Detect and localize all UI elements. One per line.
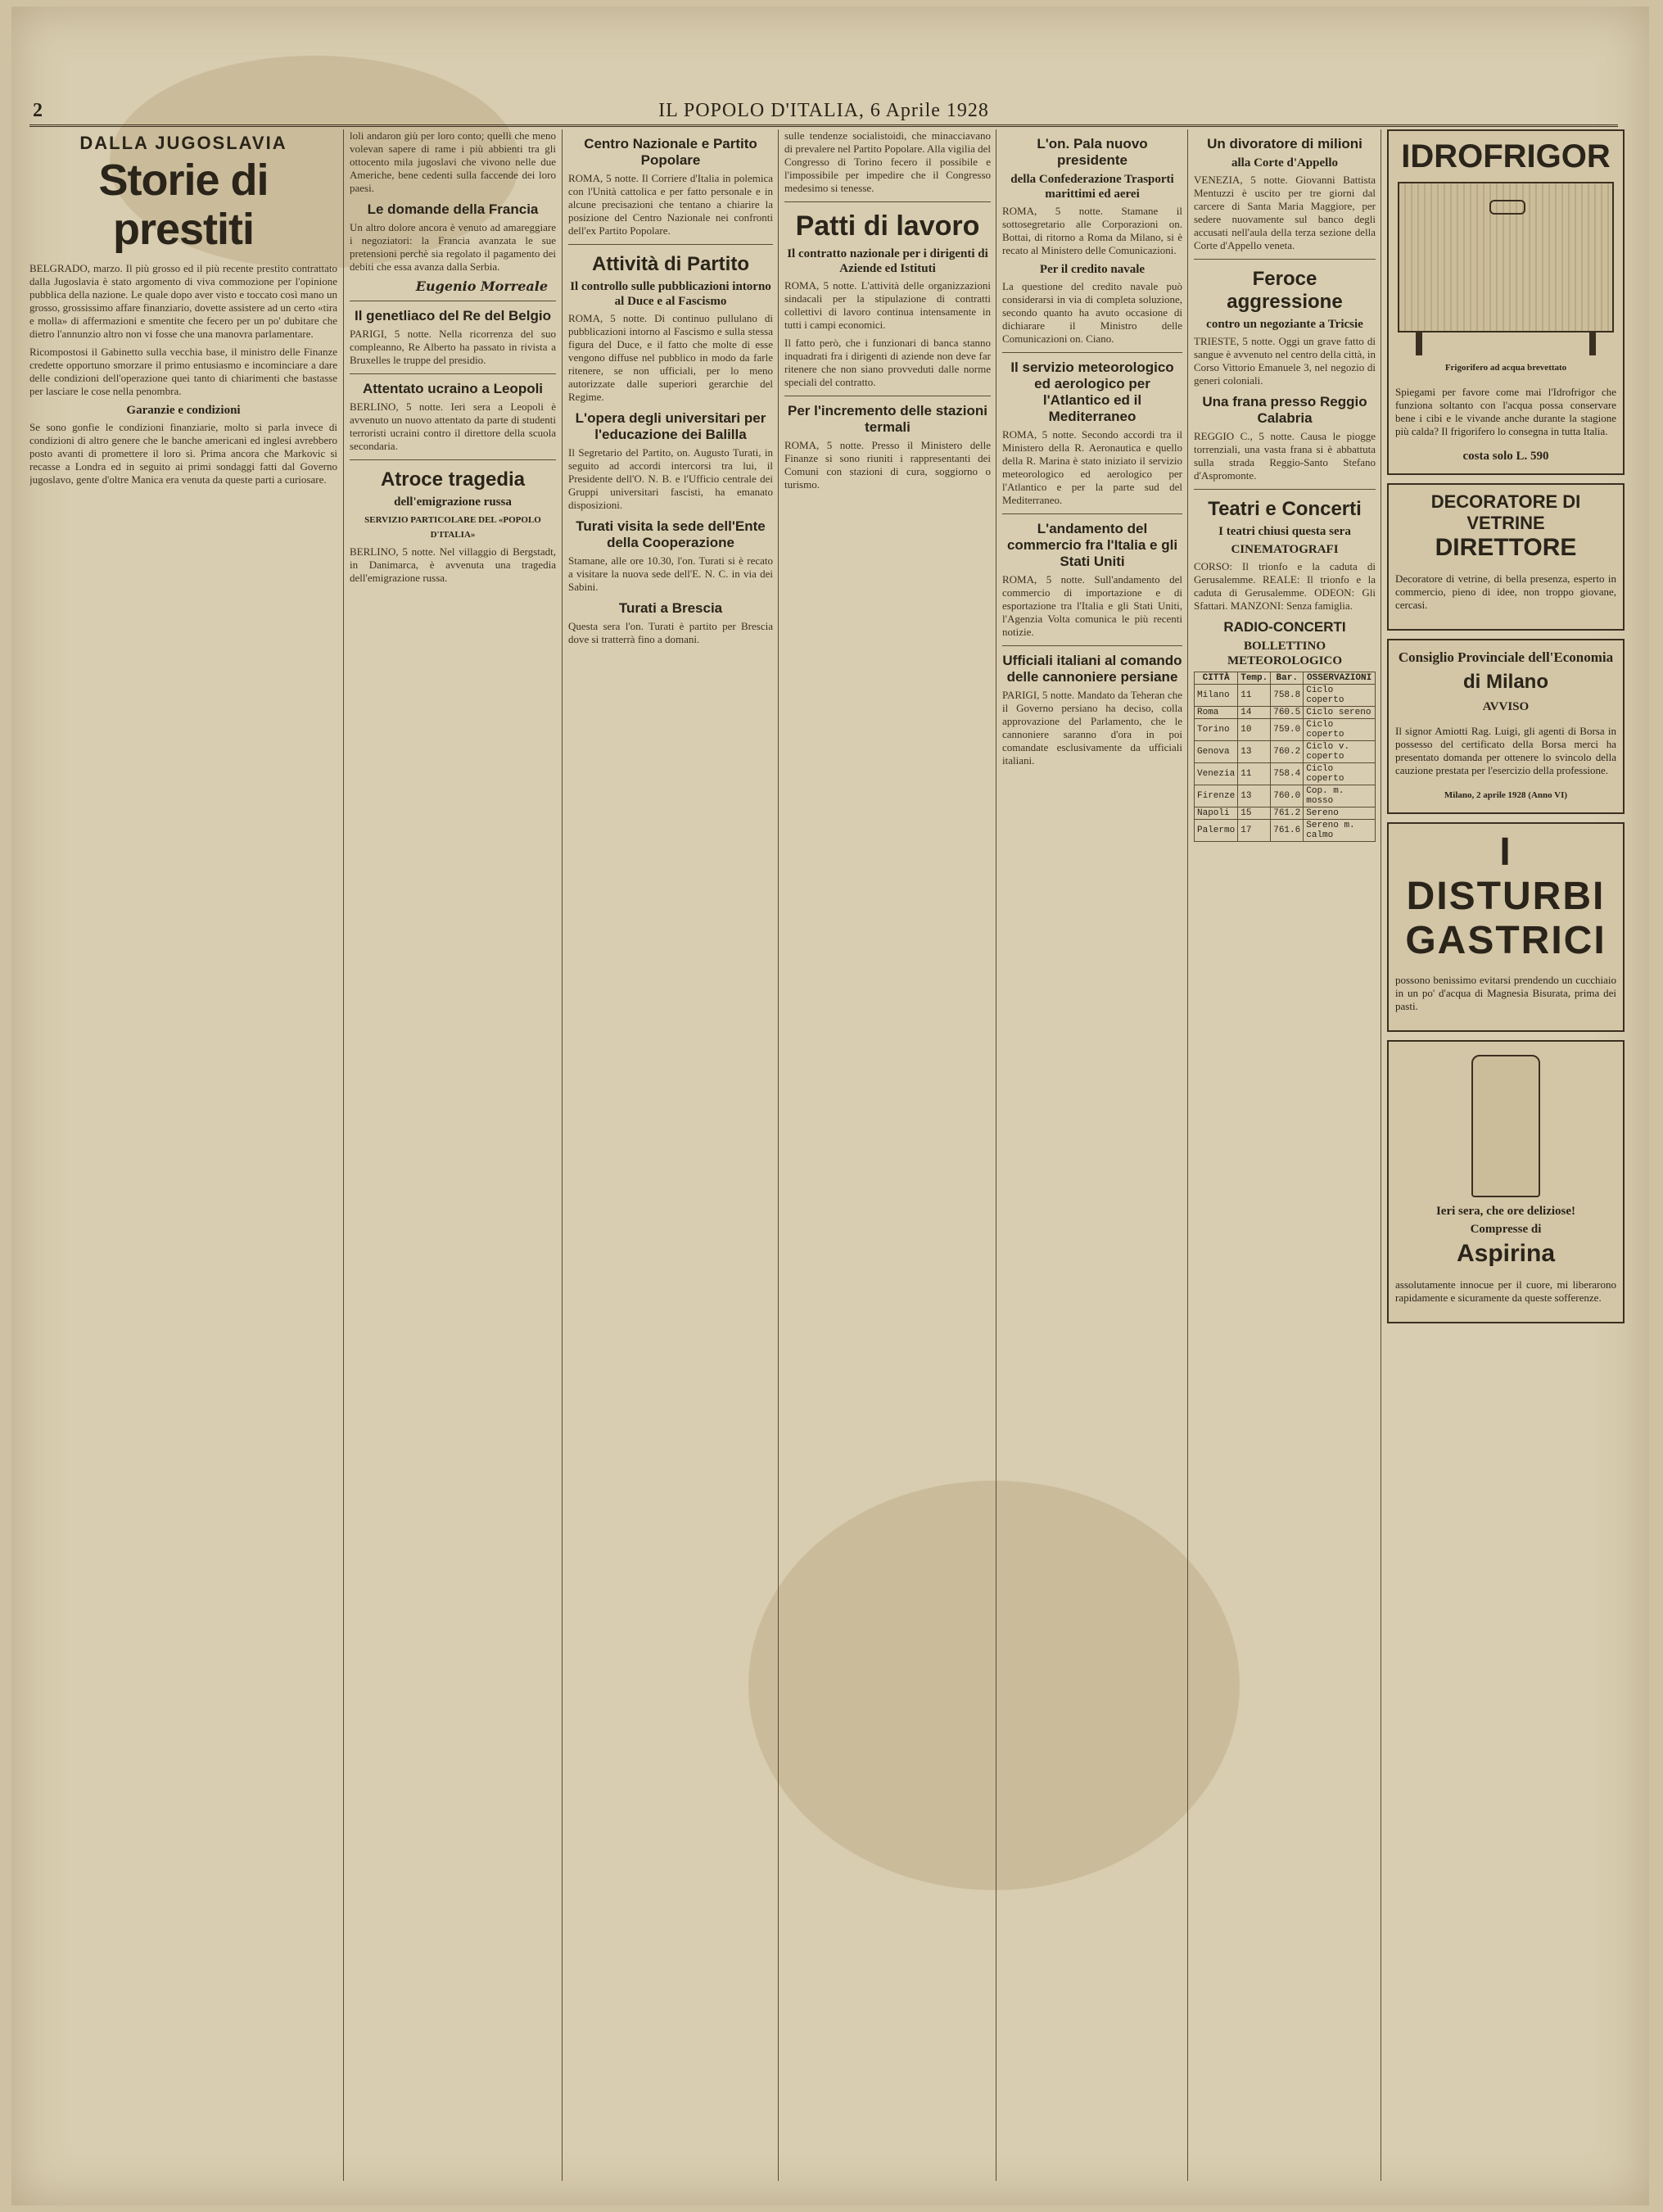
ad-caption: Frigorifero ad acqua brevettato: [1444, 363, 1567, 373]
table-cell: Ciclo coperto: [1304, 685, 1376, 707]
article-text: Il fatto però, che i funzionari di banca stanno inquadrati fra i dirigenti di aziende non deve far ritenere che non siano provveduti dalle norme speciali del contratto.: [784, 337, 991, 388]
ad-disturbi: [1387, 822, 1625, 1032]
article-subheading: I teatri chiusi questa sera: [1218, 525, 1351, 538]
table-header-cell: CITTÀ: [1195, 672, 1238, 685]
article-heading: Turati a Brescia: [618, 600, 723, 616]
article-subheading: contro un negoziante a Tricsie: [1206, 318, 1363, 331]
article-text: BERLINO, 5 notte. Nel villaggio di Bergstadt, in Danimarca, è avvenuta una tragedia dell'emigrazione russa.: [350, 545, 556, 584]
column-jugoslavia: [29, 129, 337, 2183]
table-row: [1195, 707, 1376, 719]
divider: [350, 459, 556, 460]
article-subheading: dell'emigrazione russa: [394, 495, 512, 509]
ad-price: costa solo L. 590: [1462, 450, 1549, 463]
article-subheading: della Confederazione Trasporti marittimi ed aerei: [1010, 173, 1174, 201]
table-cell: Genova: [1195, 741, 1238, 763]
article-subheading: Il contratto nazionale per i dirigenti di Aziende ed Istituti: [787, 247, 988, 275]
article-heading: Il genetliaco del Re del Belgio: [355, 308, 551, 323]
divider: [1002, 645, 1182, 646]
column-5: [1002, 129, 1182, 2183]
table-cell: 760.5: [1271, 707, 1304, 719]
divider: [1002, 513, 1182, 514]
article-text: TRIESTE, 5 notte. Oggi un grave fatto di sangue è avvenuto nel centro della città, in Corso Vittorio Emanuele 3, nel negozio di generi coloniali.: [1194, 335, 1376, 387]
table-cell: Palermo: [1195, 820, 1238, 842]
article-text: PARIGI, 5 notte. Nella ricorrenza del suo compleanno, Re Alberto ha passato in rivista a Bruxelles le truppe del presidio.: [350, 328, 556, 366]
article-heading: RADIO-CONCERTI: [1223, 619, 1346, 635]
bottle-illustration: [1471, 1055, 1540, 1197]
fridge-leg: [1416, 332, 1422, 355]
article-text: ROMA, 5 notte. Di continuo pullulano di pubblicazioni intorno al Fascismo e sulla stessa figura del Duce, e il fatto che molte di esse vengono diffuse nel pubblico in modo da farle ritenere, se non ufficiali, per lo meno autorizzate dalle superiori gerarchie del Regime.: [568, 312, 773, 403]
table-cell: 761.6: [1271, 820, 1304, 842]
ad-decoratore: [1387, 483, 1625, 631]
ad-title: Ieri sera, che ore deliziose!: [1435, 1205, 1576, 1218]
table-cell: 15: [1238, 807, 1271, 820]
table-cell: Milano: [1195, 685, 1238, 707]
table-header-cell: Temp.: [1238, 672, 1271, 685]
table-header-cell: Bar.: [1271, 672, 1304, 685]
ad-subtitle: Compresse di: [1470, 1223, 1542, 1236]
article-heading: Un divoratore di milioni: [1207, 136, 1362, 152]
masthead-title: IL POPOLO D'ITALIA, 6 Aprile 1928: [658, 100, 989, 121]
column-rule: [562, 129, 563, 2181]
article-text: Questa sera l'on. Turati è partito per Brescia dove si tratterrà fino a domani.: [568, 620, 773, 645]
table-header-row: [1195, 672, 1376, 685]
table-row: [1195, 685, 1376, 707]
article-heading: Attività di Partito: [591, 253, 749, 275]
column-ads: [1387, 129, 1625, 2183]
ad-title: IDROFRIGOR: [1401, 138, 1611, 174]
table-cell: Ciclo coperto: [1304, 763, 1376, 785]
article-text: Stamane, alle ore 10.30, l'on. Turati si è recato a visitare la nuova sede dell'E. N. C. in via dei Sabini.: [568, 554, 773, 593]
table-row: [1195, 763, 1376, 785]
divider: [1194, 259, 1376, 260]
article-heading: Per il credito navale: [1039, 263, 1146, 276]
newspaper-page: [11, 7, 1649, 2205]
column-rule: [343, 129, 344, 2181]
article-heading: Una frana presso Reggio Calabria: [1202, 394, 1367, 426]
article-text: BERLINO, 5 notte. Ieri sera a Leopoli è avvenuto un nuovo attentato da parte di studenti terroristi ucraini contro il direttore della scuola secondaria.: [350, 400, 556, 452]
column-rule: [778, 129, 779, 2181]
article-heading: L'on. Pala nuovo presidente: [1037, 136, 1148, 168]
article-service-line: SERVIZIO PARTICOLARE DEL «POPOLO D'ITALIA»: [364, 515, 541, 540]
article-heading: Attentato ucraino a Leopoli: [362, 381, 544, 396]
article-text: Il Segretario del Partito, on. Augusto Turati, in seguito ad accordi intercorsi tra lui, il Presidente dell'O. N. B. e l'Ufficio centrale dei Gruppi universitari fascisti, ha emanato disposizioni.: [568, 446, 773, 511]
article-heading: CINEMATOGRAFI: [1231, 543, 1339, 556]
article-text: ROMA, 5 notte. Sull'andamento del commercio di importazione e di esportazione tra l'Italia e gli Stati Uniti, l'Agenzia Volta comunica le più recenti notizie.: [1002, 573, 1182, 638]
table-cell: Cop. m. mosso: [1304, 785, 1376, 807]
article-heading: Per l'incremento delle stazioni termali: [787, 403, 987, 435]
table-cell: Ciclo v. coperto: [1304, 741, 1376, 763]
table-cell: 11: [1238, 763, 1271, 785]
article-heading: Atroce tragedia: [380, 468, 526, 491]
article-text: ROMA, 5 notte. L'attività delle organizzazioni sindacali per la stipulazione di contratti collettivi di lavoro continua intensamente in tutti i campi economici.: [784, 279, 991, 331]
table-cell: 13: [1238, 785, 1271, 807]
ad-text: Decoratore di vetrine, di bella presenza, esperto in commercio, pieno di idee, non troppo giovane, cercasi.: [1395, 572, 1616, 611]
table-cell: 11: [1238, 685, 1271, 707]
weather-table: [1194, 672, 1376, 842]
ad-text: possono benissimo evitarsi prendendo un cucchiaio in un po' d'acqua di Magnesia Bisurata, prima dei pasti.: [1395, 974, 1616, 1012]
divider: [1002, 352, 1182, 353]
ad-consiglio: [1387, 639, 1625, 814]
ad-date: Milano, 2 aprile 1928 (Anno VI): [1444, 790, 1568, 800]
article-text: ROMA, 5 notte. Il Corriere d'Italia in polemica con l'Unità cattolica e per fatto personale e in alcune precisazioni che tentano a chiarire la posizione del Centro Nazionale nei confronti dell'ex Partito Popolare.: [568, 172, 773, 237]
column-6: [1194, 129, 1376, 2183]
page-masthead: [29, 100, 1618, 127]
article-text: sulle tendenze socialistoidi, che minacciavano di prevalere nel Partito Popolare. Alla vigilia del Congresso di Torino fecero il possibile e l'impossibile per impedire che il Congresso medesimo si tenesse.: [784, 129, 991, 194]
table-cell: Torino: [1195, 719, 1238, 741]
table-cell: Venezia: [1195, 763, 1238, 785]
article-text: loli andaron giù per loro conto; quelli che meno volevan sapere di rame i più abbienti tra gli ottocento mila jugoslavi che vivono nelle due Americhe, bene cedenti sulla faccende dei loro paesi.: [350, 129, 556, 194]
article-text: PARIGI, 5 notte. Mandato da Teheran che il Governo persiano ha deciso, colla approvazione del Parlamento, che le cannoniere saranno d'ora in poi comandate esclusivamente da ufficiali italiani.: [1002, 689, 1182, 767]
column-4: [784, 129, 991, 2183]
article-subheading: Il controllo sulle pubblicazioni intorno al Duce e al Fascismo: [570, 280, 771, 308]
article-heading: Patti di lavoro: [795, 210, 980, 242]
divider: [568, 244, 773, 245]
table-cell: Napoli: [1195, 807, 1238, 820]
divider: [350, 373, 556, 374]
article-heading: Ufficiali italiani al comando delle cannoniere persiane: [1002, 653, 1182, 685]
article-heading: Centro Nazionale e Partito Popolare: [584, 136, 757, 168]
table-row: [1195, 719, 1376, 741]
weather-table-body: [1195, 685, 1376, 842]
ad-text: assolutamente innocue per il cuore, mi liberarono rapidamente e sicuramente da queste sofferenze.: [1395, 1278, 1616, 1304]
article-heading: BOLLETTINO METEOROLOGICO: [1227, 640, 1343, 667]
table-row: [1195, 785, 1376, 807]
article-heading: L'opera degli universitari per l'educazione dei Balilla: [575, 410, 766, 442]
article-kicker: DALLA JUGOSLAVIA: [79, 133, 287, 153]
ad-text: Il signor Amiotti Rag. Luigi, gli agenti di Borsa in possesso del certificato della Borsa merci ha presentato domanda per ottenere lo svincolo della cauzione prestata per l'esercizio della professione.: [1395, 725, 1616, 776]
table-cell: Ciclo coperto: [1304, 719, 1376, 741]
article-text: Ricompostosi il Gabinetto sulla vecchia base, il ministro delle Finanze credette opportuno smorzare il primo entusiasmo e incominciare a dare delle condizioni dell'operazione quei tanto di chiarimenti che bastasse per lasciare le cose nella penombra.: [29, 346, 337, 397]
article-subheading: Garanzie e condizioni: [126, 404, 241, 417]
ad-aspirina: [1387, 1040, 1625, 1323]
column-2: [350, 129, 556, 2183]
table-cell: 761.2: [1271, 807, 1304, 820]
table-cell: 758.8: [1271, 685, 1304, 707]
table-header-cell: OSSERVAZIONI: [1304, 672, 1376, 685]
article-heading: Teatri e Concerti: [1208, 498, 1362, 520]
table-cell: 17: [1238, 820, 1271, 842]
column-3: [568, 129, 773, 2183]
table-cell: 760.0: [1271, 785, 1304, 807]
table-cell: Roma: [1195, 707, 1238, 719]
fridge-leg: [1589, 332, 1596, 355]
article-signature: Eugenio Morreale: [415, 278, 548, 294]
ad-subtitle: DIRETTORE: [1435, 534, 1577, 561]
article-text: ROMA, 5 notte. Stamane il sottosegretario alle Corporazioni on. Bottai, di ritorno a Roma da Milano, si è recato al Ministero delle Comunicazioni.: [1002, 205, 1182, 256]
table-cell: 13: [1238, 741, 1271, 763]
table-cell: 14: [1238, 707, 1271, 719]
table-row: [1195, 741, 1376, 763]
table-cell: 10: [1238, 719, 1271, 741]
article-text: ROMA, 5 notte. Secondo accordi tra il Ministero della R. Aeronautica e quello della R. Marina è stato iniziato il servizio meteorologico ed aerologico per l'Atlantico e per la parte sud del Mediterraneo.: [1002, 428, 1182, 506]
ad-text: Spiegami per favore come mai l'Idrofrigor che funziona soltanto con l'acqua possa conservare bene i cibi e le vivande anche durante la stagione più calda? Il frigorifero lo consegna in tutta Italia.: [1395, 386, 1616, 437]
divider: [1194, 489, 1376, 490]
article-heading: Turati visita la sede dell'Ente della Cooperazione: [576, 518, 766, 550]
article-heading: L'andamento del commercio fra l'Italia e gli Stati Uniti: [1006, 521, 1178, 569]
article-text: ROMA, 5 notte. Presso il Ministero delle Finanze si sono riuniti i rappresentanti dei Comuni con stazioni di cura, soggiorno o turismo.: [784, 439, 991, 491]
table-cell: 759.0: [1271, 719, 1304, 741]
table-cell: 760.2: [1271, 741, 1304, 763]
ad-brand: Aspirina: [1456, 1240, 1556, 1267]
article-subheading: alla Corte d'Appello: [1231, 156, 1338, 170]
ad-title: Consiglio Provinciale dell'Economia: [1398, 649, 1614, 665]
article-text: Un altro dolore ancora è venuto ad amareggiare i negoziatori: la Francia avanzata le sue pretensioni perchè sia regolato il pagamento dei debiti che essa avanza dalla Serbia.: [350, 221, 556, 273]
article-heading: Feroce aggressione: [1227, 268, 1343, 313]
ad-city: di Milano: [1463, 671, 1548, 693]
ad-title: DECORATORE DI VETRINE: [1430, 491, 1581, 533]
table-cell: Ciclo sereno: [1304, 707, 1376, 719]
table-row: [1195, 807, 1376, 820]
article-text: La questione del credito navale può considerarsi in via di completa soluzione, secondo quanto ha avuto occasione di dichiarare il Ministro delle Comunicazioni on. Ciano.: [1002, 280, 1182, 345]
article-heading: Le domande della Francia: [367, 201, 539, 217]
article-text: BELGRADO, marzo. Il più grosso ed il più recente prestito contrattato dalla Jugoslavia è stato argomento di viva commozione per l'opinione pubblica della nazione. Le quale dopo aver visto e toccato così mano un grosso, grossissimo affare finanziario, dovette assistere ad un certo «tira e molla» di affermazioni e smentite che fecero per un po' dubitare che dietro l'annunzio altro non vi fosse che una manovra parlamentare.: [29, 262, 337, 340]
ad-subtitle: AVVISO: [1482, 700, 1530, 713]
table-row: [1195, 820, 1376, 842]
divider: [784, 201, 991, 202]
table-cell: Sereno m. calmo: [1304, 820, 1376, 842]
page-number: 2: [33, 100, 43, 121]
ad-title: I DISTURBI GASTRICI: [1405, 830, 1607, 962]
article-headline: Storie di prestiti: [98, 156, 269, 254]
article-text: CORSO: Il trionfo e la caduta di Gerusalemme. REALE: Il trionfo e la caduta di Gerusalemme. ODEON: Gli Sfattari. MANZONI: Senza famiglia.: [1194, 560, 1376, 612]
fridge-illustration: [1398, 182, 1614, 332]
table-cell: 758.4: [1271, 763, 1304, 785]
article-text: VENEZIA, 5 notte. Giovanni Battista Mentuzzi è uscito per tre giorni dal carcere di Santa Maria Maggiore, per sedere nuovamente sul banco degli accusati nell'aula della terza sezione della Corte d'Appello veneta.: [1194, 174, 1376, 251]
article-heading: Il servizio meteorologico ed aerologico per l'Atlantico ed il Mediterraneo: [1010, 360, 1174, 424]
table-cell: Sereno: [1304, 807, 1376, 820]
ad-idrofrigor: [1387, 129, 1625, 475]
table-cell: Firenze: [1195, 785, 1238, 807]
column-rule: [1187, 129, 1188, 2181]
article-text: REGGIO C., 5 notte. Causa le piogge torrenziali, una vasta frana si è abbattuta sulla strada Reggio-Santo Stefano d'Aspromonte.: [1194, 430, 1376, 482]
article-text: Se sono gonfie le condizioni finanziarie, molto si parla invece di condizioni di altro genere che le banche americani ed inglesi avrebbero posto avanti di promettere il loro sì. Prima ancora che Markovic si recasse a Londra ed in seguito ai primi sondaggi fatti dal Governo jugoslavo, gente d'oltre Manica era venuta da queste parti a curiosare.: [29, 421, 337, 486]
